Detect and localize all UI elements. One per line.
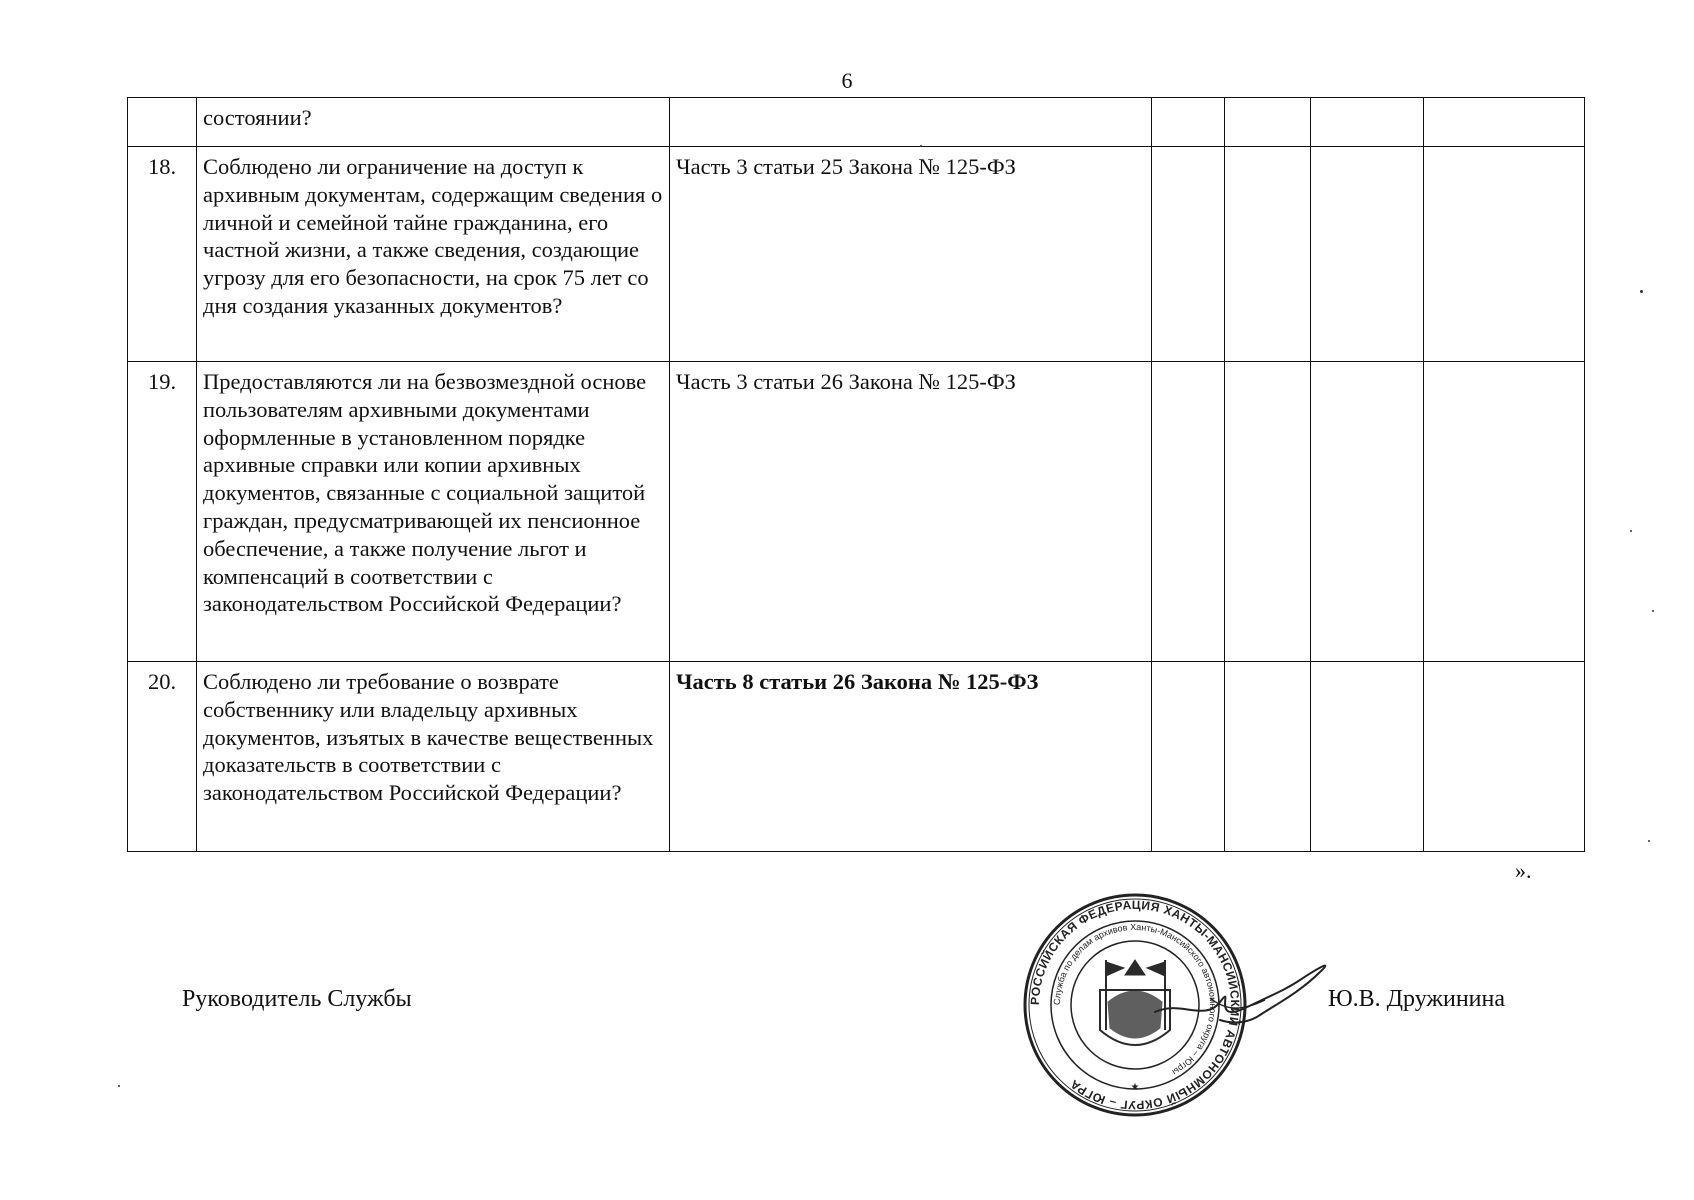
- answer-no-cell: [1225, 147, 1311, 362]
- answer-yes-cell: [1152, 662, 1225, 852]
- row-number: 18.: [128, 147, 197, 362]
- not-applicable-cell: [1311, 147, 1424, 362]
- page-number: 6: [841, 68, 853, 93]
- note-cell: [1424, 662, 1585, 852]
- question-cell: Предоставляются ли на безвозмездной основе пользователям архивными документами оформленные в установленном порядке архивные справки или копии архивных документов, связанные с социальной защитой граждан, предусматривающей их пенсионное обеспечение, а также получение льгот и компенсаций в соответствии с законодательством Российской Федерации?: [197, 362, 670, 662]
- table-row: [128, 147, 1585, 362]
- law-reference-cell: Часть 3 статьи 26 Закона № 125-ФЗ: [670, 362, 1152, 662]
- signer-name: Ю.В. Дружинина: [1328, 986, 1506, 1012]
- seal-outer-text: РОССИЙСКАЯ ФЕДЕРАЦИЯ ХАНТЫ-МАНСИЙСКИЙ АВТОНОМНЫЙ ОКРУГ – ЮГРА: [1027, 897, 1243, 1113]
- handwritten-signature: [1150, 950, 1340, 1050]
- note-cell: [1424, 98, 1585, 147]
- law-reference-cell: Часть 3 статьи 25 Закона № 125-ФЗ: [670, 147, 1152, 362]
- row-number: 20.: [128, 662, 197, 852]
- answer-yes-cell: [1152, 362, 1225, 662]
- row-number: 19.: [128, 362, 197, 662]
- seal-inner-text: Служба по делам архивов Ханты-Мансийского автономного округа – Югры: [1051, 921, 1219, 1078]
- note-cell: [1424, 362, 1585, 662]
- svg-text:★: ★: [1130, 1082, 1140, 1093]
- not-applicable-cell: [1311, 662, 1424, 852]
- question-cell: Соблюдено ли требование о возврате собственнику или владельцу архивных документов, изъятых в качестве вещественных доказательств в соответствии с законодательством Российской Федерации?: [197, 662, 670, 852]
- not-applicable-cell: [1311, 362, 1424, 662]
- law-reference-cell: [670, 98, 1152, 147]
- law-reference-cell: Часть 8 статьи 26 Закона № 125-ФЗ: [670, 662, 1152, 852]
- closing-quote: ».: [1515, 858, 1532, 883]
- not-applicable-cell: [1311, 98, 1424, 147]
- answer-yes-cell: [1152, 98, 1225, 147]
- note-cell: [1424, 147, 1585, 362]
- table-row: [128, 662, 1585, 852]
- table-row: [128, 98, 1585, 147]
- checklist-table: [127, 97, 1585, 852]
- table-row: [128, 362, 1585, 662]
- answer-yes-cell: [1152, 147, 1225, 362]
- row-number: [128, 98, 197, 147]
- answer-no-cell: [1225, 662, 1311, 852]
- question-cell: состоянии?: [197, 98, 670, 147]
- answer-no-cell: [1225, 362, 1311, 662]
- answer-no-cell: [1225, 98, 1311, 147]
- question-cell: Соблюдено ли ограничение на доступ к архивным документам, содержащим сведения о личной и семейной тайне гражданина, его частной жизни, а также сведения, создающие угрозу для его безопасности, на срок 75 лет со дня создания указанных документов?: [197, 147, 670, 362]
- signer-title: Руководитель Службы: [182, 986, 412, 1012]
